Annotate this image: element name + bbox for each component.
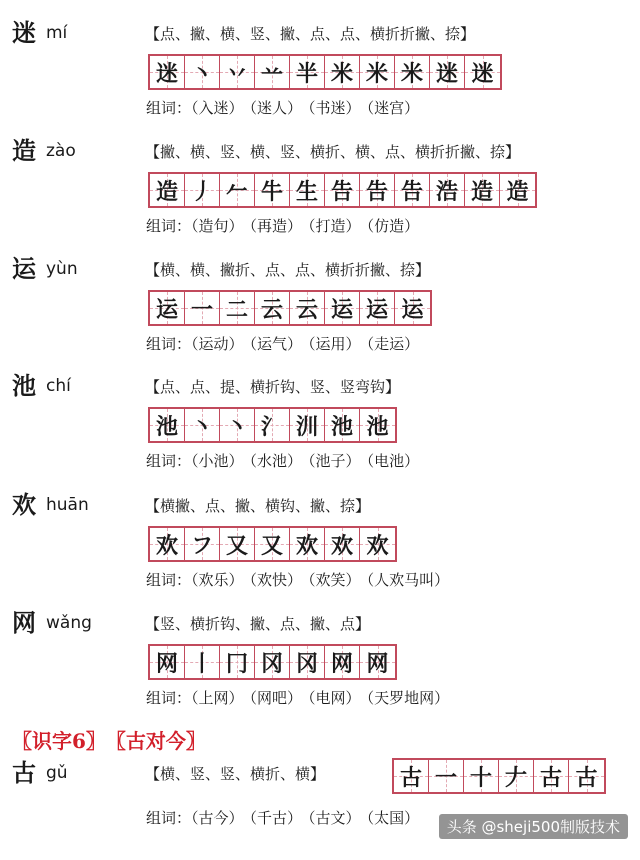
stroke-cell	[325, 56, 360, 88]
stroke-step: 欢	[155, 532, 178, 559]
stroke-cell	[185, 56, 220, 88]
stroke-step: 一	[190, 296, 213, 323]
stroke-step: 云	[295, 296, 318, 323]
stroke-step: 十	[469, 764, 492, 791]
stroke-step: 丷	[225, 60, 248, 87]
char-entry	[0, 373, 640, 473]
char-entry	[0, 760, 640, 860]
word-item: （仿造）	[366, 217, 420, 235]
stroke-cell	[290, 409, 325, 441]
pinyin: mí	[46, 23, 68, 43]
stroke-step: 池	[155, 413, 178, 440]
words-label: 组词：	[146, 452, 192, 470]
stroke-step: 米	[330, 60, 353, 87]
stroke-grid	[392, 758, 606, 794]
word-item: （书迷）	[308, 99, 361, 117]
stroke-grid	[148, 54, 502, 90]
stroke-cell	[464, 760, 499, 792]
stroke-cell	[255, 174, 290, 206]
word-item: （小池）	[191, 452, 244, 470]
word-item: （电池）	[366, 452, 420, 470]
stroke-order-text: 【点、点、提、横折钩、竖、竖弯钩】	[145, 378, 401, 396]
hanzi: 网	[12, 608, 36, 637]
stroke-order-text: 【点、撇、横、竖、撇、点、点、横折折撇、捺】	[145, 25, 476, 43]
stroke-grid	[148, 526, 397, 562]
stroke-step: 迷	[471, 60, 494, 87]
stroke-step: 告	[400, 178, 423, 205]
word-item: （打造）	[308, 217, 361, 235]
stroke-order-text: 【撇、横、竖、横、竖、横折、横、点、横折折撇、捺】	[145, 143, 521, 161]
stroke-cell	[325, 646, 360, 678]
word-item: （迷宫）	[366, 99, 420, 117]
word-list	[146, 98, 425, 118]
stroke-cell	[185, 292, 220, 324]
word-item: （运动）	[191, 335, 244, 353]
stroke-step: 半	[295, 60, 318, 87]
hanzi: 池	[12, 371, 36, 400]
stroke-step: 浩	[435, 178, 458, 205]
char-entry	[0, 492, 640, 592]
stroke-cell	[185, 528, 220, 560]
stroke-step: 冂	[225, 650, 248, 677]
stroke-step: 云	[260, 296, 283, 323]
stroke-step: 冈	[260, 650, 283, 677]
word-item: （池子）	[308, 452, 361, 470]
stroke-grid	[148, 644, 397, 680]
pinyin: zào	[46, 141, 76, 161]
stroke-step: 丶	[190, 413, 213, 440]
hanzi: 运	[12, 254, 36, 283]
stroke-cell	[395, 292, 430, 324]
stroke-grid	[148, 407, 397, 443]
word-item: （造句）	[191, 217, 244, 235]
word-list	[146, 451, 425, 471]
word-item: （运用）	[308, 335, 361, 353]
stroke-cell	[534, 760, 569, 792]
stroke-cell	[150, 646, 185, 678]
word-item: （入迷）	[191, 99, 244, 117]
word-item: （水池）	[249, 452, 303, 470]
stroke-step: 池	[366, 413, 389, 440]
watermark: 头条 @sheji500制版技术	[439, 814, 628, 839]
stroke-step: 造	[155, 178, 178, 205]
word-item: （电网）	[308, 689, 361, 707]
word-item: （上网）	[191, 689, 244, 707]
stroke-step: フ	[190, 532, 213, 559]
stroke-cell	[430, 56, 465, 88]
word-item: （再造）	[249, 217, 303, 235]
stroke-cell	[150, 409, 185, 441]
stroke-step: 𠂉	[225, 178, 248, 205]
stroke-cell	[150, 292, 185, 324]
stroke-cell	[360, 528, 395, 560]
char-entry	[0, 20, 640, 120]
stroke-cell	[500, 174, 535, 206]
word-item: （天罗地网）	[366, 689, 450, 707]
stroke-step: 汌	[295, 413, 318, 440]
stroke-cell	[290, 528, 325, 560]
pinyin: huān	[46, 495, 89, 515]
stroke-cell	[325, 174, 360, 206]
words-label: 组词：	[146, 217, 192, 235]
stroke-cell	[150, 56, 185, 88]
word-list	[146, 334, 425, 354]
stroke-cell	[150, 528, 185, 560]
stroke-step: 网	[155, 650, 178, 677]
stroke-cell	[290, 174, 325, 206]
stroke-grid	[148, 290, 432, 326]
stroke-step: 牛	[260, 178, 283, 205]
word-item: （欢笑）	[308, 571, 361, 589]
stroke-step: 运	[330, 296, 353, 323]
stroke-step: 古	[539, 764, 562, 791]
stroke-step: 网	[330, 650, 353, 677]
word-item: （网吧）	[249, 689, 303, 707]
word-item: （古文）	[308, 809, 361, 827]
stroke-step: 告	[365, 178, 388, 205]
pinyin: chí	[46, 376, 71, 396]
stroke-step: 氵	[260, 413, 283, 440]
stroke-step: 丨	[190, 650, 213, 677]
stroke-step: 丶	[190, 60, 213, 87]
stroke-cell	[360, 56, 395, 88]
stroke-cell	[255, 646, 290, 678]
hanzi: 迷	[12, 18, 36, 47]
stroke-cell	[395, 174, 430, 206]
stroke-cell	[325, 528, 360, 560]
stroke-cell	[360, 174, 395, 206]
section-lesson: 〖识字6〗	[12, 729, 106, 753]
word-item: （运气）	[249, 335, 303, 353]
stroke-cell	[150, 174, 185, 206]
stroke-cell	[220, 646, 255, 678]
stroke-cell	[290, 292, 325, 324]
words-label: 组词：	[146, 571, 192, 589]
stroke-cell	[360, 409, 395, 441]
stroke-step: 古	[399, 764, 422, 791]
stroke-cell	[360, 292, 395, 324]
stroke-grid	[148, 172, 537, 208]
stroke-cell	[185, 174, 220, 206]
stroke-cell	[220, 174, 255, 206]
stroke-step: 又	[260, 532, 283, 559]
stroke-step: 生	[295, 178, 318, 205]
stroke-cell	[290, 646, 325, 678]
words-label: 组词：	[146, 809, 192, 827]
stroke-cell	[220, 409, 255, 441]
stroke-order-text: 【横、竖、竖、横折、横】	[145, 765, 326, 783]
word-item: （古今）	[191, 809, 244, 827]
hanzi: 欢	[12, 490, 36, 519]
stroke-cell	[255, 528, 290, 560]
word-item: （欢快）	[249, 571, 303, 589]
stroke-cell	[465, 174, 500, 206]
stroke-cell	[499, 760, 534, 792]
char-entry	[0, 138, 640, 238]
section-name: 〖古对今〗	[115, 729, 206, 753]
stroke-cell	[325, 409, 360, 441]
stroke-cell	[569, 760, 604, 792]
word-list	[146, 216, 425, 236]
stroke-order-text: 【横、横、撇折、点、点、横折折撇、捺】	[145, 261, 431, 279]
stroke-order-text: 【竖、横折钩、撇、点、撇、点】	[145, 615, 371, 633]
stroke-cell	[290, 56, 325, 88]
stroke-step: 网	[366, 650, 389, 677]
stroke-cell	[255, 292, 290, 324]
stroke-step: 丿	[190, 178, 213, 205]
stroke-cell	[220, 292, 255, 324]
stroke-step: 欢	[330, 532, 353, 559]
char-entry	[0, 610, 640, 710]
stroke-cell	[255, 409, 290, 441]
stroke-step: 运	[365, 296, 388, 323]
stroke-cell	[430, 174, 465, 206]
stroke-cell	[220, 56, 255, 88]
section-title	[12, 725, 216, 754]
stroke-step: 池	[330, 413, 353, 440]
words-label: 组词：	[146, 689, 192, 707]
stroke-step: 𠂇	[504, 764, 527, 791]
stroke-step: 又	[225, 532, 248, 559]
stroke-step: 造	[506, 178, 529, 205]
word-item: （欢乐）	[191, 571, 244, 589]
stroke-cell	[185, 646, 220, 678]
stroke-cell	[465, 56, 500, 88]
word-item: （迷人）	[249, 99, 303, 117]
stroke-step: 冈	[295, 650, 318, 677]
pinyin: gǔ	[46, 763, 68, 783]
stroke-step: 运	[401, 296, 424, 323]
stroke-cell	[185, 409, 220, 441]
stroke-cell	[429, 760, 464, 792]
hanzi: 造	[12, 136, 36, 165]
pinyin: yùn	[46, 259, 78, 279]
word-item: （太国）	[366, 809, 420, 827]
stroke-step: 米	[365, 60, 388, 87]
stroke-order-text: 【横撇、点、撇、横钩、撇、捺】	[145, 497, 371, 515]
word-item: （千古）	[249, 809, 303, 827]
stroke-step: 二	[225, 296, 248, 323]
word-list	[146, 808, 425, 828]
stroke-step: 米	[400, 60, 423, 87]
word-list	[146, 688, 455, 708]
stroke-step: 运	[155, 296, 178, 323]
stroke-cell	[360, 646, 395, 678]
stroke-step: 欢	[295, 532, 318, 559]
stroke-step: 䒑	[260, 60, 283, 87]
words-label: 组词：	[146, 99, 192, 117]
stroke-cell	[395, 56, 430, 88]
stroke-cell	[325, 292, 360, 324]
stroke-step: 告	[330, 178, 353, 205]
hanzi: 古	[12, 758, 36, 787]
stroke-step: 古	[575, 764, 598, 791]
stroke-cell	[220, 528, 255, 560]
stroke-step: 迷	[155, 60, 178, 87]
words-label: 组词：	[146, 335, 192, 353]
stroke-step: 欢	[366, 532, 389, 559]
word-item: （人欢马叫）	[366, 571, 450, 589]
stroke-cell	[394, 760, 429, 792]
word-item: （走运）	[366, 335, 420, 353]
char-entry	[0, 256, 640, 356]
pinyin: wǎng	[46, 613, 92, 633]
stroke-step: 迷	[435, 60, 458, 87]
stroke-cell	[255, 56, 290, 88]
stroke-step: 丶	[225, 413, 248, 440]
word-list	[146, 570, 455, 590]
stroke-step: 一	[434, 764, 457, 791]
stroke-step: 造	[470, 178, 493, 205]
